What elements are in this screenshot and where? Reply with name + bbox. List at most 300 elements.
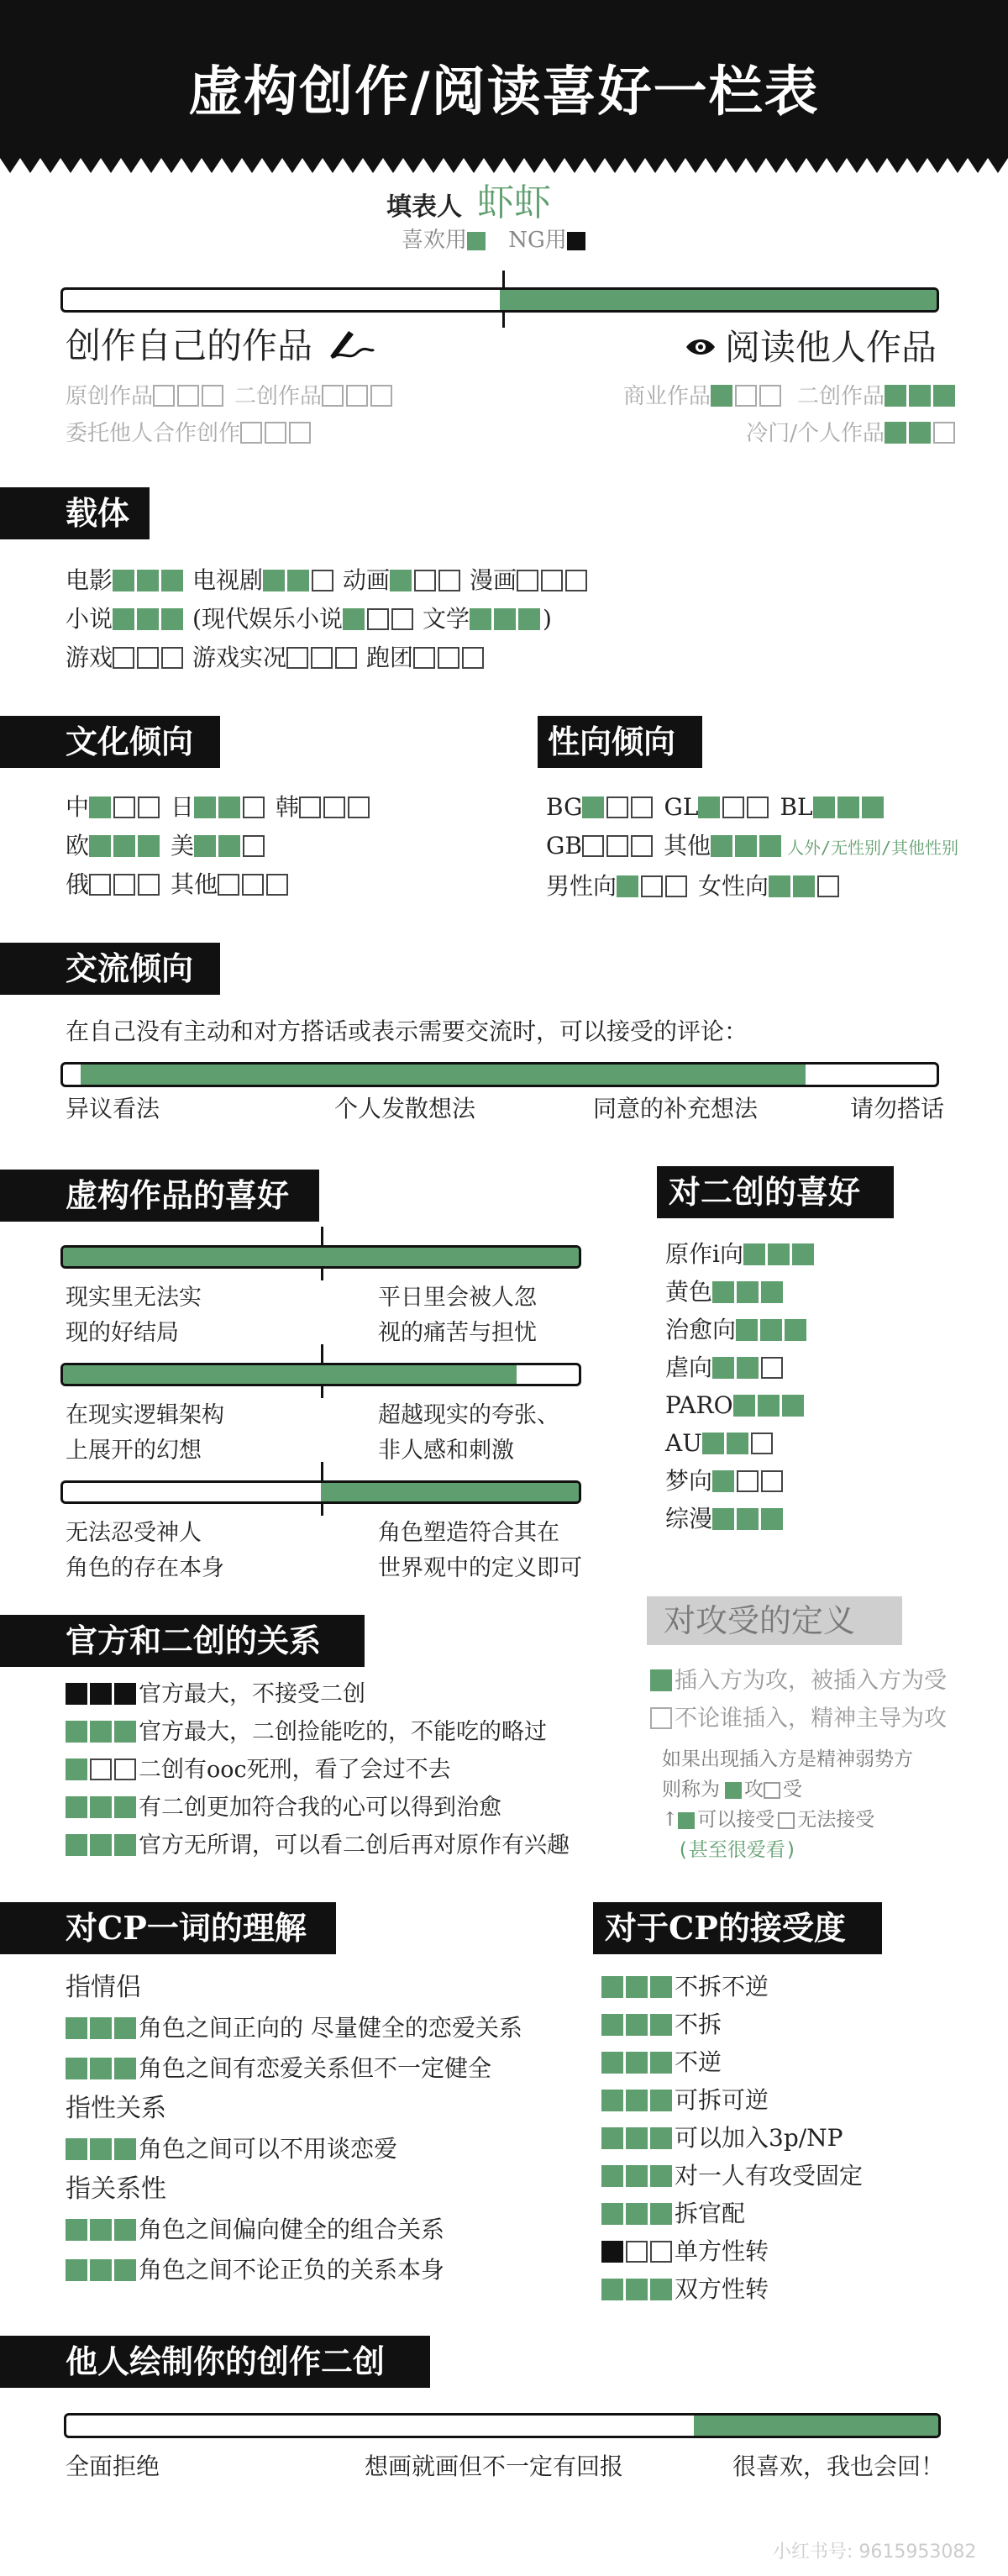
communication-heading: 交流倾向: [0, 943, 220, 995]
communication-scale-3: 请勿搭话: [850, 1095, 945, 1122]
list-item: [66, 2048, 603, 2089]
empty-box[interactable]: [242, 874, 264, 896]
empty-box[interactable]: [722, 796, 744, 818]
option-label: 游戏: [66, 644, 113, 671]
empty-box[interactable]: [370, 385, 392, 407]
checkbox-group: [299, 788, 372, 827]
empty-box[interactable]: [541, 570, 563, 591]
empty-box[interactable]: [606, 835, 628, 857]
empty-box[interactable]: [138, 796, 160, 818]
option-row: [665, 1273, 984, 1311]
communication-scale-0: 异议看法: [66, 1095, 160, 1122]
checked-box[interactable]: [343, 608, 365, 630]
option-label: 黄色: [665, 1278, 713, 1306]
top-bottom-note-3: [662, 1808, 874, 1833]
checked-box[interactable]: [782, 1395, 804, 1417]
option-item: [470, 566, 590, 594]
top-bottom-note-2: [662, 1778, 802, 1803]
empty-box[interactable]: [348, 796, 370, 818]
checked-box[interactable]: [727, 1433, 748, 1454]
checked-box[interactable]: [759, 835, 781, 857]
checked-box[interactable]: [650, 1976, 672, 1998]
option-row: [66, 561, 990, 600]
empty-box[interactable]: [761, 1470, 783, 1492]
checked-box[interactable]: [601, 2165, 623, 2187]
option-item: [171, 870, 291, 898]
checked-box[interactable]: [885, 385, 906, 407]
checked-box[interactable]: [218, 835, 240, 857]
checked-box[interactable]: [711, 835, 732, 857]
list-item: [66, 2250, 603, 2290]
checked-box[interactable]: [601, 2279, 623, 2300]
checked-box[interactable]: [760, 1319, 782, 1341]
checked-box[interactable]: [114, 2219, 136, 2241]
option-row: [554, 415, 958, 452]
empty-box[interactable]: [438, 647, 459, 669]
checked-box[interactable]: [137, 570, 159, 591]
empty-box[interactable]: [631, 835, 653, 857]
checked-box[interactable]: [698, 796, 720, 818]
checked-box[interactable]: [90, 2219, 112, 2241]
checked-box[interactable]: [218, 796, 240, 818]
empty-box[interactable]: [323, 796, 345, 818]
checked-box[interactable]: [626, 2127, 648, 2149]
option-row: [66, 788, 502, 827]
list-item-text: 双方性转: [675, 2275, 769, 2303]
checked-box[interactable]: [650, 2279, 672, 2300]
checked-box[interactable]: [470, 608, 491, 630]
communication-question: 在自己没有主动和对方搭话或表示需要交流时，可以接受的评论：: [66, 1017, 748, 1045]
checked-box[interactable]: [113, 835, 135, 857]
fiction-right-label: [378, 1398, 559, 1469]
checked-box[interactable]: [601, 2203, 623, 2225]
cp-accept-heading: 对于CP的接受度: [593, 1902, 882, 1954]
fiction-left-label: [66, 1280, 202, 1351]
empty-box[interactable]: [933, 422, 955, 444]
list-item: [601, 2043, 996, 2081]
option-item: [546, 793, 655, 821]
list-item-text: 官方无所谓，可以看二创后再对原作有兴趣: [139, 1832, 570, 1858]
legend-like-box: [467, 232, 486, 250]
legend-like-label: 喜欢用: [402, 228, 468, 253]
checkbox-group: [66, 1675, 139, 1713]
checked-box[interactable]: [626, 2014, 648, 2036]
checked-box[interactable]: [66, 2017, 87, 2039]
checked-box[interactable]: [601, 1976, 623, 1998]
option-label: 虐向: [665, 1354, 713, 1381]
option-label: 韩: [276, 793, 300, 821]
checkbox-group: [66, 2008, 139, 2048]
checked-box[interactable]: [909, 422, 931, 444]
checkbox-group: [712, 1273, 785, 1311]
empty-box[interactable]: [462, 647, 484, 669]
checkbox-group: [885, 415, 958, 452]
checkbox-group: [194, 827, 267, 865]
checked-box[interactable]: [194, 796, 216, 818]
option-label: BL: [780, 793, 813, 821]
list-item: [66, 1713, 654, 1751]
empty-box[interactable]: [817, 875, 839, 897]
empty-box[interactable]: [161, 647, 183, 669]
checked-box[interactable]: [114, 1834, 136, 1856]
checked-box[interactable]: [601, 2127, 623, 2149]
checked-box[interactable]: [761, 1281, 783, 1303]
checked-box[interactable]: [90, 1834, 112, 1856]
checked-box[interactable]: [114, 2017, 136, 2039]
empty-box[interactable]: [113, 874, 135, 896]
empty-box[interactable]: [650, 2241, 672, 2263]
checked-box[interactable]: [650, 2203, 672, 2225]
checked-box[interactable]: [90, 2058, 112, 2079]
checked-box[interactable]: [601, 2052, 623, 2074]
checked-box[interactable]: [650, 2127, 672, 2149]
list-item: [66, 1751, 654, 1789]
fiction-left-line: 现的好结局: [66, 1320, 179, 1346]
checked-box[interactable]: [909, 385, 931, 407]
others-draw-bar: [64, 2413, 941, 2438]
checked-box[interactable]: [758, 1395, 780, 1417]
empty-box[interactable]: [202, 385, 223, 407]
checked-box[interactable]: [601, 2090, 623, 2111]
option-label: 其他: [171, 870, 218, 898]
list-item: [601, 2232, 996, 2270]
checked-box[interactable]: [650, 2052, 672, 2074]
fiction-pref-items: [0, 1227, 622, 1580]
checkbox-group: [601, 2119, 675, 2157]
checked-box[interactable]: [626, 2203, 648, 2225]
checked-box[interactable]: [743, 1243, 765, 1265]
checked-box[interactable]: [66, 2138, 87, 2160]
fiction-left-line: 上展开的幻想: [66, 1438, 202, 1464]
empty-box[interactable]: [289, 422, 311, 444]
checked-box[interactable]: [90, 1796, 112, 1818]
checked-box[interactable]: [737, 1508, 759, 1530]
checked-box[interactable]: [793, 875, 815, 897]
checked-box[interactable]: [736, 1319, 758, 1341]
checked-box[interactable]: [582, 796, 604, 818]
checkbox-group: [733, 1386, 806, 1424]
list-item-text: 可拆可逆: [675, 2086, 769, 2114]
checked-box[interactable]: [518, 608, 540, 630]
empty-box[interactable]: [759, 385, 781, 407]
option-row: [665, 1348, 984, 1386]
checkbox-group: [218, 865, 291, 904]
empty-box[interactable]: [367, 608, 389, 630]
option-item: [665, 1505, 785, 1532]
read-options: [554, 378, 958, 452]
checked-box[interactable]: [113, 608, 134, 630]
checked-box[interactable]: [737, 1357, 759, 1379]
empty-box[interactable]: [650, 1707, 672, 1729]
list-item: [66, 1675, 654, 1713]
empty-box[interactable]: [335, 647, 357, 669]
checked-box[interactable]: [712, 1357, 734, 1379]
option-row: [546, 788, 1000, 827]
note3-prefix: ↑: [662, 1809, 679, 1831]
list-item-text: 角色之间正向的 尽量健全的恋爱关系: [139, 2014, 522, 2042]
ng-box[interactable]: [90, 1683, 112, 1705]
checked-box[interactable]: [66, 1834, 87, 1856]
checked-box[interactable]: [90, 1721, 112, 1743]
checked-box[interactable]: [933, 385, 955, 407]
list-item: [66, 1789, 654, 1827]
empty-box[interactable]: [346, 385, 368, 407]
option-item: [698, 872, 842, 900]
checkbox-group: [582, 788, 655, 827]
list-item: [650, 1662, 1003, 1700]
list-item-text: 不逆: [675, 2048, 722, 2076]
checkbox-group: [66, 1789, 139, 1827]
checked-box[interactable]: [114, 1796, 136, 1818]
empty-box[interactable]: [153, 385, 175, 407]
checked-box[interactable]: [263, 570, 285, 591]
empty-box[interactable]: [240, 422, 262, 444]
note2-box-a: [725, 1782, 742, 1799]
checked-box[interactable]: [114, 1721, 136, 1743]
empty-box[interactable]: [266, 874, 288, 896]
option-label: (现代娱乐小说: [192, 605, 343, 633]
list-item-text: 拆官配: [675, 2200, 746, 2227]
empty-box[interactable]: [265, 422, 286, 444]
empty-box[interactable]: [747, 796, 769, 818]
checked-box[interactable]: [90, 2138, 112, 2160]
checked-box[interactable]: [66, 1759, 87, 1780]
checked-box[interactable]: [792, 1243, 814, 1265]
checkbox-group: [601, 2081, 675, 2119]
list-item: [601, 2270, 996, 2308]
checked-box[interactable]: [114, 2259, 136, 2281]
empty-box[interactable]: [641, 875, 663, 897]
checked-box[interactable]: [287, 570, 309, 591]
read-title: [685, 323, 937, 371]
option-label: 日: [171, 793, 195, 821]
empty-box[interactable]: [322, 385, 344, 407]
checked-box[interactable]: [114, 2138, 136, 2160]
option-row: [66, 600, 990, 639]
empty-box[interactable]: [735, 385, 757, 407]
checked-box[interactable]: [712, 1470, 734, 1492]
empty-box[interactable]: [312, 570, 333, 591]
checked-box[interactable]: [626, 2279, 648, 2300]
empty-box[interactable]: [89, 874, 111, 896]
option-label: 电影: [66, 566, 113, 594]
empty-box[interactable]: [114, 1759, 136, 1780]
checked-box[interactable]: [390, 570, 412, 591]
checkbox-group: [240, 415, 313, 452]
option-label: 原创作品: [66, 384, 154, 409]
checked-box[interactable]: [66, 2058, 87, 2079]
checked-box[interactable]: [66, 1721, 87, 1743]
option-item: [797, 384, 958, 409]
pen-signature-icon: [323, 324, 377, 373]
fiction-left-line: 无法忍受神人: [66, 1520, 202, 1546]
checked-box[interactable]: [768, 1243, 790, 1265]
checkbox-group: [153, 378, 226, 415]
empty-box[interactable]: [90, 1759, 112, 1780]
communication-bar: [60, 1062, 939, 1087]
option-label: 其他: [663, 832, 711, 860]
checked-box[interactable]: [194, 835, 216, 857]
ng-box[interactable]: [601, 2241, 623, 2263]
empty-box[interactable]: [391, 608, 413, 630]
cp-accept-items: [601, 1968, 996, 2308]
ng-box[interactable]: [66, 1683, 87, 1705]
checked-box[interactable]: [66, 1796, 87, 1818]
checked-box[interactable]: [885, 422, 906, 444]
checked-box[interactable]: [626, 2052, 648, 2074]
checked-box[interactable]: [702, 1433, 724, 1454]
option-label: 欧: [66, 832, 90, 860]
option-label: 跑团: [366, 644, 414, 671]
option-label: PARO: [665, 1391, 733, 1419]
list-item-text: 角色之间有恋爱关系但不一定健全: [139, 2054, 492, 2082]
create-options: [66, 378, 452, 452]
cp-meaning-heading: 对CP一词的理解: [0, 1902, 336, 1954]
checked-box[interactable]: [761, 1508, 783, 1530]
option-row: [66, 378, 452, 415]
top-bottom-note-4: (甚至很爱看): [677, 1839, 797, 1861]
checkbox-group: [601, 2006, 675, 2043]
empty-box[interactable]: [218, 874, 239, 896]
checked-box[interactable]: [626, 2165, 648, 2187]
empty-box[interactable]: [243, 835, 265, 857]
empty-box[interactable]: [751, 1433, 773, 1454]
empty-box[interactable]: [517, 570, 538, 591]
empty-box[interactable]: [737, 1470, 759, 1492]
ng-box[interactable]: [114, 1683, 136, 1705]
checked-box[interactable]: [626, 2090, 648, 2111]
checked-box[interactable]: [161, 608, 183, 630]
option-label: 原作i向: [665, 1240, 743, 1268]
option-label: 女性向: [698, 872, 769, 900]
empty-box[interactable]: [138, 874, 160, 896]
option-label: 综漫: [665, 1505, 713, 1532]
checked-box[interactable]: [650, 2014, 672, 2036]
checked-box[interactable]: [712, 1281, 734, 1303]
option-item: [66, 384, 226, 409]
checked-box[interactable]: [90, 2259, 112, 2281]
checkbox-group: [470, 600, 543, 639]
checked-box[interactable]: [89, 835, 111, 857]
checkbox-group: [736, 1311, 809, 1348]
empty-box[interactable]: [311, 647, 333, 669]
fiction-right-line: 世界观中的定义即可: [378, 1555, 582, 1581]
empty-box[interactable]: [414, 570, 436, 591]
empty-box[interactable]: [631, 796, 653, 818]
checked-box[interactable]: [617, 875, 638, 897]
checked-box[interactable]: [862, 796, 884, 818]
culture-options: [66, 788, 502, 904]
note2-b: 受: [783, 1779, 802, 1801]
option-label: 游戏实况: [192, 644, 287, 671]
list-item: [601, 1968, 996, 2006]
orientation-note: 人外/无性别/其他性别: [786, 838, 959, 858]
checkbox-group: [89, 827, 162, 865]
eye-icon: [685, 323, 717, 370]
checked-box[interactable]: [66, 2219, 87, 2241]
empty-box[interactable]: [438, 570, 460, 591]
checked-box[interactable]: [735, 835, 757, 857]
empty-box[interactable]: [177, 385, 199, 407]
checked-box[interactable]: [737, 1281, 759, 1303]
checked-box[interactable]: [138, 835, 160, 857]
fiction-bar-fill: [321, 1483, 579, 1501]
checkbox-group: [263, 561, 336, 600]
checkbox-group: [743, 1235, 816, 1273]
empty-box[interactable]: [243, 796, 265, 818]
fanwork-pref-heading: 对二创的喜好: [657, 1166, 894, 1218]
fiction-bar: [60, 1363, 581, 1386]
note3-box-a: [678, 1812, 695, 1829]
checked-box[interactable]: [650, 1669, 672, 1691]
empty-box[interactable]: [565, 570, 587, 591]
checked-box[interactable]: [601, 2014, 623, 2036]
empty-box[interactable]: [413, 647, 435, 669]
checked-box[interactable]: [650, 2165, 672, 2187]
checked-box[interactable]: [769, 875, 790, 897]
fiction-left-label: [66, 1516, 224, 1586]
checked-box[interactable]: [161, 570, 183, 591]
checkbox-group: [702, 1424, 775, 1462]
checked-box[interactable]: [494, 608, 516, 630]
option-label: GL: [664, 793, 699, 821]
option-label: GB: [546, 832, 582, 860]
checked-box[interactable]: [66, 2259, 87, 2281]
checked-box[interactable]: [711, 385, 732, 407]
option-item: [66, 644, 186, 671]
option-label: 委托他人合作创作: [66, 421, 241, 446]
list-item: [601, 2006, 996, 2043]
empty-box[interactable]: [761, 1357, 783, 1379]
list-item: [601, 2195, 996, 2232]
list-item-text: 角色之间不论正负的关系本身: [139, 2256, 445, 2284]
checked-box[interactable]: [813, 796, 835, 818]
communication-scale-1: 个人发散想法: [334, 1095, 476, 1122]
watermark: 小红书号: 9615953082: [773, 2542, 977, 2563]
option-item: [665, 1278, 785, 1306]
empty-box[interactable]: [113, 647, 134, 669]
communication-fill: [81, 1065, 806, 1085]
note2-box-b: [764, 1782, 780, 1799]
top-bottom-note-1: 如果出现插入方是精神弱势方: [662, 1748, 913, 1770]
checked-box[interactable]: [90, 2017, 112, 2039]
checked-box[interactable]: [733, 1395, 755, 1417]
empty-box[interactable]: [582, 835, 604, 857]
checked-box[interactable]: [137, 608, 159, 630]
checked-box[interactable]: [113, 570, 134, 591]
option-label: 动画: [343, 566, 391, 594]
empty-box[interactable]: [286, 647, 308, 669]
checkbox-group: [113, 600, 186, 639]
empty-box[interactable]: [137, 647, 159, 669]
checked-box[interactable]: [626, 1976, 648, 1998]
option-item: [665, 1391, 806, 1419]
empty-box[interactable]: [299, 796, 321, 818]
checked-box[interactable]: [89, 796, 111, 818]
checked-box[interactable]: [712, 1508, 734, 1530]
empty-box[interactable]: [665, 875, 687, 897]
checked-box[interactable]: [785, 1319, 806, 1341]
checked-box[interactable]: [837, 796, 859, 818]
others-draw-scale-1: 想画就画但不一定有回报: [365, 2452, 624, 2480]
checked-box[interactable]: [650, 2090, 672, 2111]
empty-box[interactable]: [626, 2241, 648, 2263]
empty-box[interactable]: [606, 796, 628, 818]
empty-box[interactable]: [113, 796, 135, 818]
checked-box[interactable]: [114, 2058, 136, 2079]
option-item: [66, 605, 186, 633]
option-label: 男性向: [546, 872, 617, 900]
